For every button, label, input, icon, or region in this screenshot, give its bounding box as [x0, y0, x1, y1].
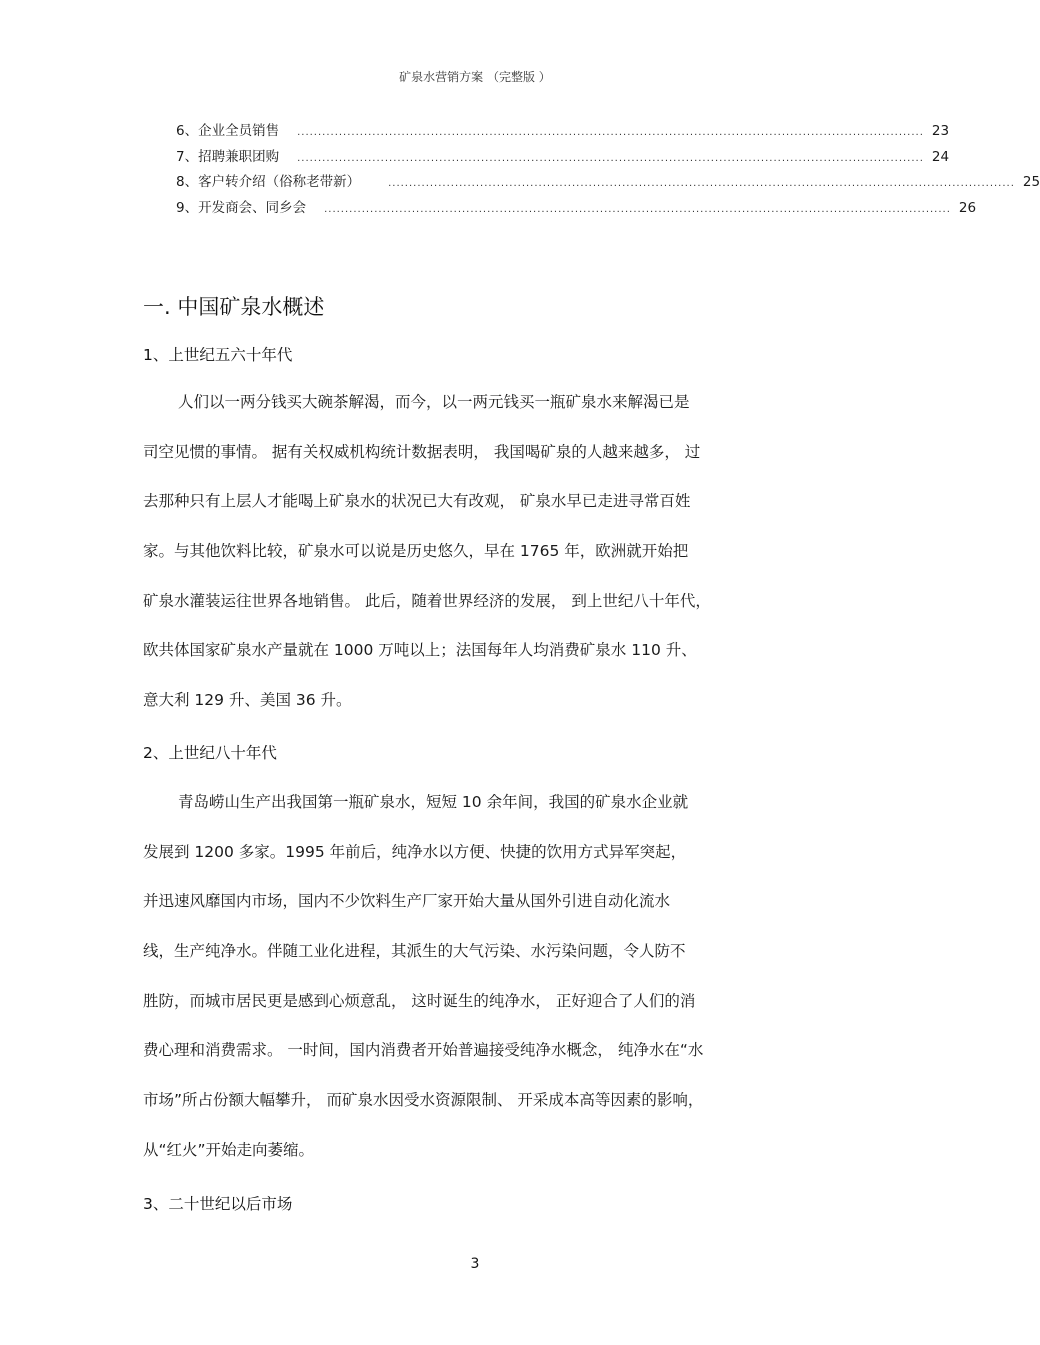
paragraph-line: 去那种只有上层人才能喝上矿泉水的状况已大有改观， 矿泉水早已走进寻常百姓	[143, 492, 691, 511]
toc-entry-page: 24	[931, 148, 950, 165]
paragraph-line: 从“红火”开始走向萎缩。	[143, 1140, 315, 1159]
toc-entry-label: 8、客户转介绍（俗称老带新）	[176, 174, 361, 190]
paragraph-line: 发展到 1200 多家。1995 年前后，纯净水以方便、快捷的饮用方式异军突起，	[143, 842, 687, 861]
paragraph	[143, 390, 808, 738]
toc-entry[interactable]	[176, 145, 950, 171]
paragraph-line: 家。与其他饮料比较，矿泉水可以说是历史悠久，早在 1765 年，欧洲就开始把	[143, 542, 689, 561]
paragraph-line: 人们以一两分钱买大碗茶解渴，而今，以一两元钱买一瓶矿泉水来解渴已是	[178, 393, 690, 411]
paragraph-line: 意大利 129 升、美国 36 升。	[143, 691, 352, 710]
toc-entry-label: 7、招聘兼职团购	[176, 148, 280, 165]
subsection-heading: 1、上世纪五六十年代	[143, 346, 293, 364]
toc-entry-label: 9、开发商会、同乡会	[176, 199, 307, 216]
running-header: 矿泉水营销方案 （完整版 ）	[399, 70, 551, 84]
toc-entry[interactable]	[176, 119, 950, 145]
paragraph-line: 线，生产纯净水。伴随工业化进程，其派生的大气污染、水污染问题，令人防不	[143, 942, 686, 961]
toc-entry-page: 23	[931, 123, 950, 139]
paragraph-line: 欧共体国家矿泉水产量就在 1000 万吨以上；法国每年人均消费矿泉水 110 升、	[143, 641, 697, 660]
subsection-heading: 3、二十世纪以后市场	[143, 1195, 293, 1213]
toc-entry-page: 25	[1022, 174, 1040, 190]
paragraph-line: 矿泉水灌装运往世界各地销售。 此后，随着世界经济的发展， 到上世纪八十年代，	[143, 591, 711, 610]
toc-leader-dots: ......................................................................................................................................................	[324, 203, 951, 215]
toc-entry[interactable]	[176, 196, 977, 222]
subsection-heading: 2、上世纪八十年代	[143, 744, 277, 762]
paragraph-line: 司空见惯的事情。 据有关权威机构统计数据表明， 我国喝矿泉的人越来越多， 过	[143, 442, 701, 461]
toc-entry[interactable]	[176, 170, 1040, 196]
paragraph-line: 并迅速风靡国内市场，国内不少饮料生产厂家开始大量从国外引进自动化流水	[143, 892, 671, 911]
page-number: 3	[470, 1256, 480, 1272]
toc-leader-dots: ......................................................................................................................................................	[297, 127, 924, 138]
paragraph-line: 市场”所占份额大幅攀升， 而矿泉水因受水资源限制、 开采成本高等因素的影响，	[143, 1091, 704, 1110]
toc-entry-label: 6、企业全员销售	[176, 123, 280, 139]
table-of-contents	[176, 119, 1040, 221]
section-title: 一. 中国矿泉水概述	[143, 295, 325, 319]
paragraph	[143, 790, 808, 1188]
toc-leader-dots: ......................................................................................................................................................	[388, 178, 1015, 189]
toc-entry-page: 26	[958, 199, 977, 216]
paragraph-line: 费心理和消费需求。 一时间，国内消费者开始普遍接受纯净水概念， 纯净水在“水	[143, 1041, 704, 1060]
paragraph-line: 青岛崂山生产出我国第一瓶矿泉水，短短 10 余年间，我国的矿泉水企业就	[178, 793, 689, 811]
toc-leader-dots: ......................................................................................................................................................	[297, 152, 924, 164]
paragraph-line: 胜防，而城市居民更是感到心烦意乱， 这时诞生的纯净水， 正好迎合了人们的消	[143, 991, 696, 1010]
